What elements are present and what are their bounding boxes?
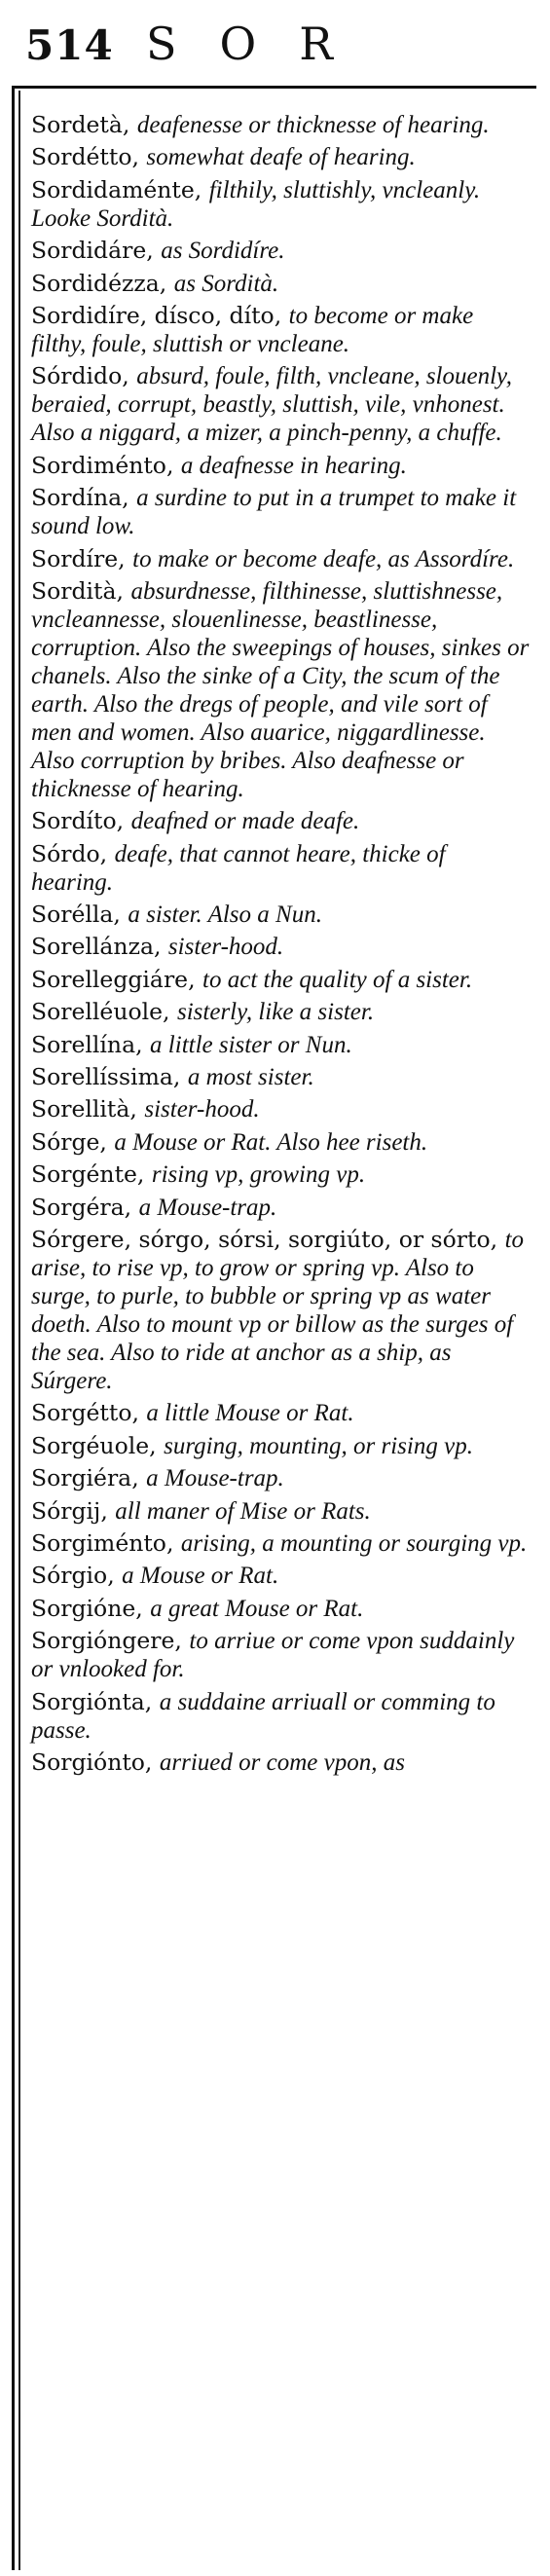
entry-headword: Sordidíre, dísco, díto, bbox=[31, 301, 282, 329]
entry-definition: sister-hood. bbox=[144, 1096, 260, 1123]
entry-definition: filthily, sluttishly, vncleanly. Looke Sordità. bbox=[31, 176, 481, 232]
dictionary-entry bbox=[31, 302, 532, 358]
dictionary-entry bbox=[31, 362, 532, 447]
entry-headword: Sórgio, bbox=[31, 1562, 115, 1590]
entry-definition: a deafnesse in hearing. bbox=[180, 452, 407, 479]
entry-headword: Sordiménto, bbox=[31, 451, 174, 479]
dictionary-entry bbox=[31, 807, 532, 835]
dictionary-entry bbox=[31, 1595, 532, 1623]
entry-headword: Sorgiménto, bbox=[31, 1528, 174, 1557]
entry-headword: Sorgióne, bbox=[31, 1594, 143, 1622]
dictionary-entry bbox=[31, 1031, 532, 1059]
dictionary-entry bbox=[31, 1432, 532, 1460]
dictionary-entry bbox=[31, 545, 532, 573]
dictionary-entry bbox=[31, 452, 532, 480]
entry-headword: Sorgióngere, bbox=[31, 1627, 182, 1655]
entry-definition: somewhat deafe of hearing. bbox=[146, 144, 416, 171]
entry-headword: Sorgiéra, bbox=[31, 1464, 139, 1492]
entry-definition: a surdine to put in a trumpet to make it sound low. bbox=[31, 485, 517, 540]
entry-headword: Sordetà, bbox=[31, 111, 130, 138]
dictionary-entry bbox=[31, 1194, 532, 1222]
dictionary-entry bbox=[31, 237, 532, 265]
dictionary-entry bbox=[31, 1627, 532, 1683]
entry-headword: Sorélla, bbox=[31, 901, 121, 929]
entry-headword: Sorgéuole, bbox=[31, 1431, 157, 1459]
entry-definition: absurdnesse, filthinesse, sluttishnesse, vncleannesse, slouenlinesse, beastlinesse, corruption. Also the sweepings of houses, sinkes or chanels. Also the sinke of a City, the scum of the earth. Also the dregs of people, and vile sort of men and women. Also auarice, niggardlinesse. Also corruption by bribes. Also deafnesse or thicknesse of hearing. bbox=[31, 577, 530, 802]
entry-definition: sisterly, like a sister. bbox=[177, 999, 375, 1026]
dictionary-entry bbox=[31, 840, 532, 897]
entry-definition: a most sister. bbox=[187, 1064, 314, 1091]
entry-definition: a little sister or Nun. bbox=[150, 1031, 352, 1058]
entry-definition: arising, a mounting or sourging vp. bbox=[180, 1529, 528, 1557]
entry-headword: Sorgénte, bbox=[31, 1160, 145, 1189]
entry-headword: Sordidáre, bbox=[31, 237, 154, 265]
dictionary-entry bbox=[31, 1497, 532, 1526]
entry-headword: Sorgéra, bbox=[31, 1193, 132, 1221]
dictionary-entries bbox=[31, 111, 532, 1781]
entry-definition: a sister. Also a Nun. bbox=[128, 902, 322, 929]
dictionary-entry bbox=[31, 901, 532, 929]
dictionary-entry bbox=[31, 484, 532, 540]
entry-definition: as Sordità. bbox=[173, 270, 279, 297]
running-head: SOR bbox=[146, 18, 376, 70]
dictionary-entry bbox=[31, 1226, 532, 1395]
dictionary-entry bbox=[31, 1063, 532, 1091]
entry-headword: Sordétto, bbox=[31, 143, 139, 171]
entry-headword: Sórge, bbox=[31, 1127, 107, 1156]
entry-definition: a suddaine arriuall or comming to passe. bbox=[31, 1688, 495, 1744]
dictionary-entry bbox=[31, 111, 532, 139]
entry-headword: Sórdido, bbox=[31, 362, 129, 390]
page-header bbox=[0, 0, 550, 86]
entry-headword: Sordíto, bbox=[31, 807, 125, 835]
entry-headword: Sordità, bbox=[31, 576, 124, 605]
dictionary-entry bbox=[31, 1748, 532, 1777]
entry-headword: Sórgij, bbox=[31, 1496, 108, 1525]
entry-headword: Sordidaménte, bbox=[31, 175, 202, 203]
entry-definition: to act the quality of a sister. bbox=[202, 966, 473, 993]
entry-headword: Sorelleggiáre, bbox=[31, 965, 196, 993]
dictionary-entry bbox=[31, 577, 532, 803]
dictionary-entry bbox=[31, 966, 532, 994]
dictionary-entry bbox=[31, 1688, 532, 1745]
dictionary-entry bbox=[31, 143, 532, 171]
entry-definition: to become or make filthy, foule, sluttish or vncleane. bbox=[31, 302, 474, 357]
dictionary-entry bbox=[31, 270, 532, 298]
dictionary-entry bbox=[31, 1128, 532, 1157]
entry-definition: deafenesse or thicknesse of hearing. bbox=[136, 112, 490, 138]
entry-headword: Sorellità, bbox=[31, 1095, 137, 1123]
dictionary-entry bbox=[31, 933, 532, 961]
entry-headword: Sorellíssima, bbox=[31, 1063, 181, 1091]
entry-headword: Sorgiónto, bbox=[31, 1748, 153, 1776]
entry-headword: Sorellína, bbox=[31, 1030, 143, 1058]
entry-definition: absurd, foule, filth, vncleane, slouenly, beraied, corrupt, beastly, sluttish, vile, vnhonest. Also a niggard, a mizer, a pinch-penny, a chuffe. bbox=[31, 363, 513, 447]
dictionary-entry bbox=[31, 1562, 532, 1590]
entry-headword: Sorgétto, bbox=[31, 1399, 139, 1427]
dictionary-entry bbox=[31, 1160, 532, 1189]
entry-definition: a Mouse or Rat. Also hee riseth. bbox=[114, 1128, 428, 1156]
entry-definition: to make or become deafe, as Assordíre. bbox=[132, 545, 515, 572]
entry-headword: Sorellánza, bbox=[31, 933, 162, 961]
entry-definition: a little Mouse or Rat. bbox=[146, 1400, 354, 1427]
entry-definition: a Mouse or Rat. bbox=[122, 1563, 279, 1590]
entry-definition: deafe, that cannot heare, thicke of hearing. bbox=[31, 840, 446, 896]
entry-definition: to arise, to rise vp, to grow or spring vp. Also to surge, to purle, to bubble or spring vp as water doeth. Also to mount vp or billow as the surges of the sea. Also to ride at anchor as a ship, as Súrgere. bbox=[31, 1226, 525, 1394]
dictionary-entry bbox=[31, 1464, 532, 1492]
entry-headword: Sordíre, bbox=[31, 544, 126, 572]
page-number: 514 bbox=[25, 21, 114, 69]
entry-definition: rising vp, growing vp. bbox=[151, 1161, 366, 1189]
entry-definition: deafned or made deafe. bbox=[130, 808, 360, 835]
dictionary-entry bbox=[31, 1529, 532, 1558]
dictionary-entry bbox=[31, 1399, 532, 1427]
entry-headword: Sordína, bbox=[31, 484, 129, 512]
entry-definition: surging, mounting, or rising vp. bbox=[164, 1432, 473, 1459]
entry-definition: sister-hood. bbox=[167, 934, 284, 961]
entry-definition: arriued or come vpon, as bbox=[159, 1748, 405, 1776]
inner-rule bbox=[18, 91, 20, 2570]
entry-headword: Sórgere, sórgo, sórsi, sorgiúto, or sórto, bbox=[31, 1225, 498, 1253]
entry-headword: Sórdo, bbox=[31, 839, 108, 867]
dictionary-entry bbox=[31, 998, 532, 1026]
entry-definition: all maner of Mise or Rats. bbox=[115, 1497, 371, 1525]
entry-definition: a Mouse-trap. bbox=[138, 1194, 277, 1221]
entry-definition: as Sordidíre. bbox=[161, 238, 285, 265]
entry-definition: to arriue or come vpon suddainly or vnlooked for. bbox=[31, 1628, 515, 1683]
entry-definition: a Mouse-trap. bbox=[146, 1465, 284, 1492]
dictionary-entry bbox=[31, 1095, 532, 1123]
dictionary-entry bbox=[31, 176, 532, 233]
entry-headword: Sorgiónta, bbox=[31, 1687, 153, 1715]
entry-headword: Sordidézza, bbox=[31, 269, 167, 297]
entry-definition: a great Mouse or Rat. bbox=[150, 1595, 364, 1622]
entry-headword: Sorelléuole, bbox=[31, 998, 170, 1026]
